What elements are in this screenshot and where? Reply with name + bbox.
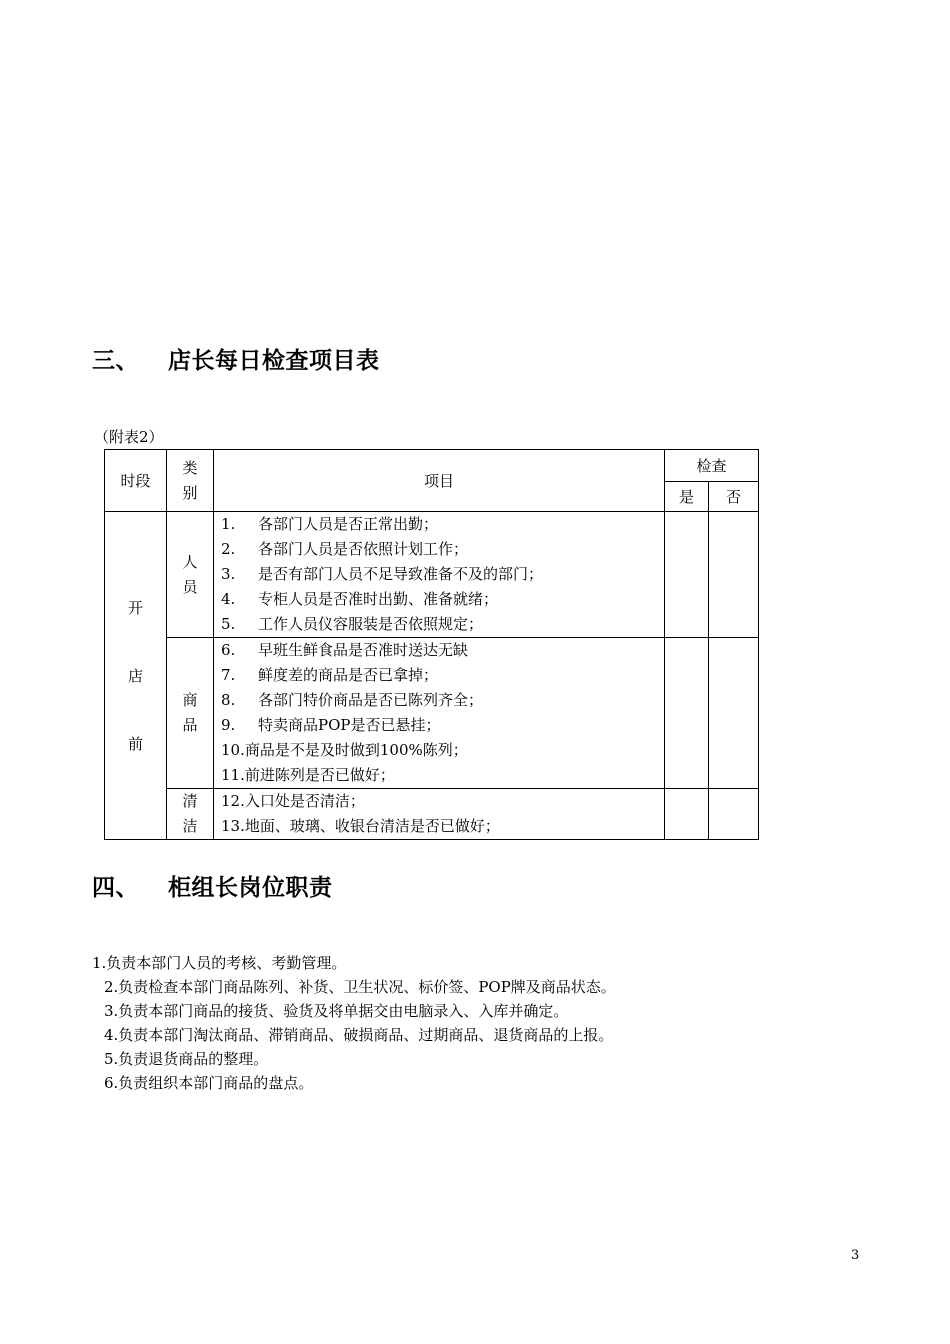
category-cell (167, 638, 214, 789)
header-yes: 是 (665, 482, 709, 512)
section-4-title: 柜组长岗位职责 (168, 875, 333, 901)
page-number: 3 (851, 1248, 860, 1263)
header-period: 时段 (105, 450, 167, 512)
list-item: 3. 是否有部门人员不足导致准备不及的部门； (221, 565, 544, 583)
header-no: 否 (709, 482, 759, 512)
list-item: 7. 鲜度差的商品是否已拿掉； (221, 666, 439, 684)
duty-item: 3.负责本部门商品的接货、验货及将单据交由电脑录入、入库并确定。 (104, 1002, 569, 1020)
section-3-heading (92, 342, 380, 375)
duty-item: 5.负责退货商品的整理。 (104, 1050, 269, 1068)
list-item: 9. 特卖商品POP是否已悬挂； (221, 716, 441, 734)
list-item: 12.入口处是否清洁； (221, 792, 365, 810)
duty-item: 1.负责本部门人员的考核、考勤管理。 (92, 954, 347, 972)
yes-cell[interactable] (665, 789, 709, 840)
period-text: 开店前 (128, 598, 144, 753)
items-cell (214, 638, 665, 789)
list-item: 10.商品是不是及时做到100%陈列； (221, 741, 468, 759)
section-3-number: 三、 (92, 348, 139, 374)
section-4-number: 四、 (92, 875, 139, 901)
duty-item: 4.负责本部门淘汰商品、滞销商品、破损商品、过期商品、退货商品的上报。 (104, 1026, 614, 1044)
list-item: 5. 工作人员仪容服装是否依照规定； (221, 615, 484, 633)
category-cell (167, 512, 214, 638)
category-text: 商品 (182, 691, 198, 734)
list-item: 13.地面、玻璃、收银台清洁是否已做好； (221, 817, 500, 835)
header-check: 检查 (665, 450, 759, 482)
category-cell (167, 789, 214, 840)
category-text: 清洁 (182, 792, 198, 835)
yes-cell[interactable] (665, 638, 709, 789)
items-cell (214, 789, 665, 840)
period-cell (105, 512, 167, 840)
header-category-text: 类别 (182, 458, 198, 502)
duties-list (92, 951, 616, 1095)
table-note: （附表2） (94, 428, 164, 446)
section-4-heading (92, 869, 333, 902)
category-text: 人员 (182, 552, 198, 596)
list-item: 6. 早班生鲜食品是否准时送达无缺 (221, 641, 469, 659)
list-item: 8. 各部门特价商品是否已陈列齐全； (221, 691, 484, 709)
daily-check-table (104, 449, 759, 840)
list-item: 1. 各部门人员是否正常出勤； (221, 515, 439, 533)
no-cell[interactable] (709, 512, 759, 638)
duty-item: 6.负责组织本部门商品的盘点。 (104, 1074, 314, 1092)
header-category (167, 450, 214, 512)
yes-cell[interactable] (665, 512, 709, 638)
header-item: 项目 (214, 450, 665, 512)
duty-item: 2.负责检查本部门商品陈列、补货、卫生状况、标价签、POP牌及商品状态。 (104, 978, 616, 996)
list-item: 2. 各部门人员是否依照计划工作； (221, 540, 469, 558)
list-item: 4. 专柜人员是否准时出勤、准备就绪； (221, 590, 499, 608)
list-item: 11.前进陈列是否已做好； (221, 766, 395, 784)
no-cell[interactable] (709, 638, 759, 789)
no-cell[interactable] (709, 789, 759, 840)
items-cell (214, 512, 665, 638)
section-3-title: 店长每日检查项目表 (168, 348, 380, 374)
